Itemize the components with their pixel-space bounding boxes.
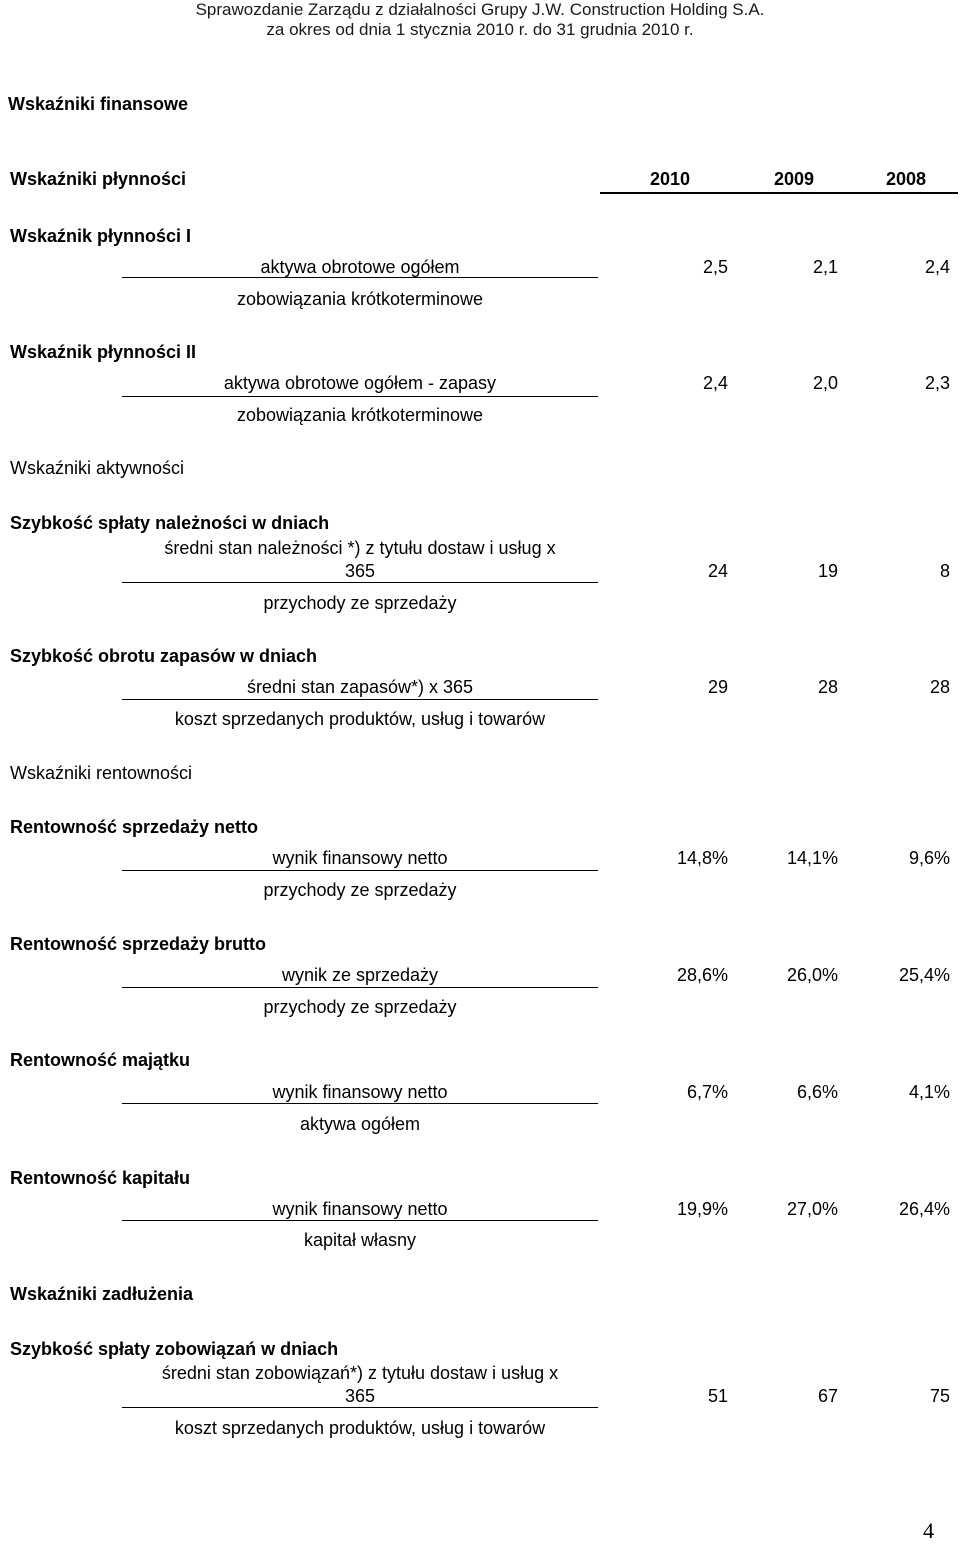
- value-2009: 14,1%: [786, 848, 838, 868]
- fraction-line: [122, 699, 598, 700]
- value-2008: 75: [929, 1386, 950, 1406]
- report-header-line1: Sprawozdanie Zarządu z działalności Grupy J.W. Construction Holding S.A.: [195, 0, 765, 19]
- denominator: aktywa ogółem: [299, 1114, 421, 1134]
- ratio-name: Wskaźnik płynności I: [10, 226, 192, 246]
- value-2008: 2,4: [924, 257, 950, 277]
- value-2010: 51: [707, 1386, 728, 1406]
- fraction-line: [122, 396, 598, 397]
- numerator: wynik finansowy netto: [272, 1199, 448, 1219]
- denominator: koszt sprzedanych produktów, usług i towarów: [174, 1418, 546, 1438]
- profitability-title: Wskaźniki rentowności: [10, 763, 193, 783]
- section-title: Wskaźniki finansowe: [8, 94, 189, 114]
- ratio-name: Rentowność majątku: [10, 1050, 191, 1070]
- numerator-line1: średni stan należności *) z tytułu dostaw i usług x: [164, 538, 556, 558]
- numerator: średni stan zapasów*) x 365: [246, 677, 474, 697]
- page-number: 4: [923, 1518, 934, 1543]
- debt-title: Wskaźniki zadłużenia: [10, 1284, 194, 1304]
- ratio-name: Rentowność sprzedaży netto: [10, 817, 259, 837]
- value-2009: 2,1: [812, 257, 838, 277]
- year-2008: 2008: [885, 169, 926, 189]
- numerator: wynik finansowy netto: [272, 1082, 448, 1102]
- denominator: kapitał własny: [303, 1230, 417, 1250]
- fraction-line: [122, 1407, 598, 1408]
- value-2009: 6,6%: [796, 1082, 838, 1102]
- value-2008: 25,4%: [898, 965, 950, 985]
- value-2010: 6,7%: [686, 1082, 728, 1102]
- numerator-line2: 365: [344, 561, 376, 581]
- ratio-name: Szybkość obrotu zapasów w dniach: [10, 646, 318, 666]
- fraction-line: [122, 582, 598, 583]
- value-2008: 4,1%: [908, 1082, 950, 1102]
- value-2010: 2,4: [702, 373, 728, 393]
- value-2009: 19: [817, 561, 838, 581]
- value-2009: 26,0%: [786, 965, 838, 985]
- value-2008: 2,3: [924, 373, 950, 393]
- numerator-line1: średni stan zobowiązań*) z tytułu dostaw i usług x: [161, 1363, 559, 1383]
- value-2009: 27,0%: [786, 1199, 838, 1219]
- numerator: wynik ze sprzedaży: [281, 965, 439, 985]
- ratio-name: Wskaźnik płynności II: [10, 342, 197, 362]
- liquidity-title: Wskaźniki płynności: [10, 169, 187, 189]
- fraction-line: [122, 987, 598, 988]
- ratio-name: Rentowność sprzedaży brutto: [10, 934, 267, 954]
- fraction-line: [122, 1103, 598, 1104]
- value-2010: 14,8%: [676, 848, 728, 868]
- ratio-name: Szybkość spłaty zobowiązań w dniach: [10, 1339, 339, 1359]
- denominator: przychody ze sprzedaży: [263, 880, 457, 900]
- denominator: przychody ze sprzedaży: [263, 593, 457, 613]
- numerator: aktywa obrotowe ogółem - zapasy: [223, 373, 497, 393]
- denominator: zobowiązania krótkoterminowe: [236, 405, 484, 425]
- years-underline: [600, 192, 958, 194]
- numerator-line2: 365: [344, 1386, 376, 1406]
- fraction-line: [122, 1220, 598, 1221]
- year-2009: 2009: [773, 169, 814, 189]
- value-2010: 19,9%: [676, 1199, 728, 1219]
- value-2009: 2,0: [812, 373, 838, 393]
- value-2008: 28: [929, 677, 950, 697]
- denominator: zobowiązania krótkoterminowe: [236, 289, 484, 309]
- denominator: koszt sprzedanych produktów, usług i towarów: [174, 709, 546, 729]
- value-2009: 28: [817, 677, 838, 697]
- numerator: wynik finansowy netto: [272, 848, 448, 868]
- fraction-line: [122, 277, 598, 278]
- value-2010: 2,5: [702, 257, 728, 277]
- value-2010: 24: [707, 561, 728, 581]
- report-header-line2: za okres od dnia 1 stycznia 2010 r. do 31 grudnia 2010 r.: [266, 20, 694, 39]
- fraction-line: [122, 870, 598, 871]
- year-2010: 2010: [649, 169, 690, 189]
- value-2009: 67: [817, 1386, 838, 1406]
- value-2010: 29: [707, 677, 728, 697]
- numerator: aktywa obrotowe ogółem: [260, 257, 460, 277]
- ratio-name: Szybkość spłaty należności w dniach: [10, 513, 330, 533]
- value-2008: 8: [939, 561, 950, 581]
- denominator: przychody ze sprzedaży: [263, 997, 457, 1017]
- activity-title: Wskaźniki aktywności: [10, 458, 185, 478]
- value-2010: 28,6%: [676, 965, 728, 985]
- ratio-name: Rentowność kapitału: [10, 1168, 191, 1188]
- value-2008: 26,4%: [898, 1199, 950, 1219]
- value-2008: 9,6%: [908, 848, 950, 868]
